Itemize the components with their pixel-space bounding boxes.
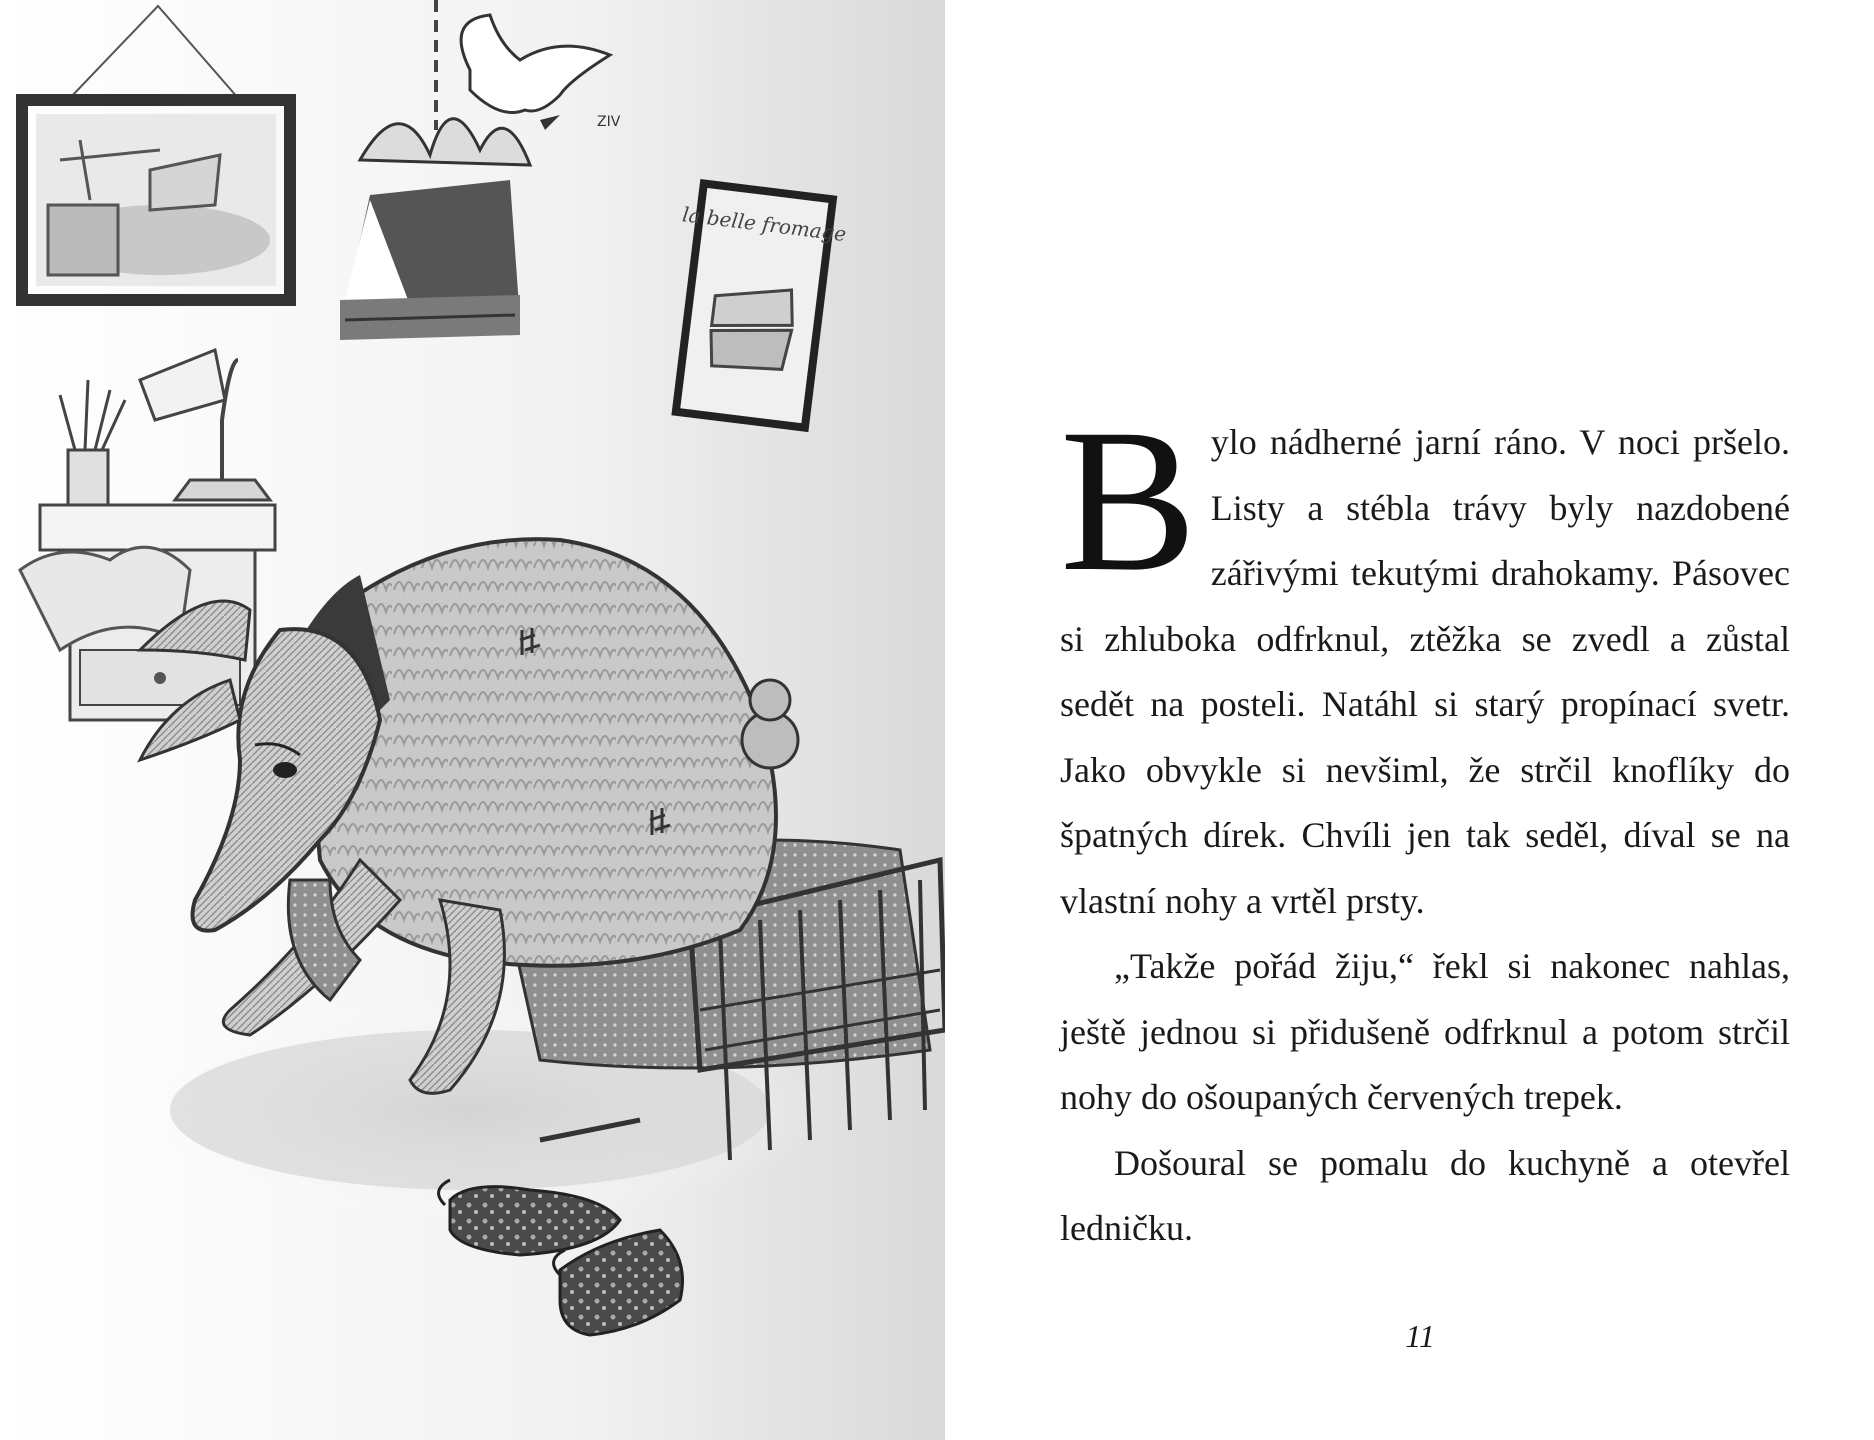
paragraph-2: „Takže pořád žiju,“ řekl si nakonec nahlas, ještě jednou si přidušeně odfrknul a potom strčil nohy do ošoupaných červených trepek. — [1060, 946, 1790, 1117]
paragraph-1-text: ylo nádherné jarní ráno. V noci pršelo. Listy a stébla trávy byly nazdobené zářivými tekutými drahokamy. Pásovec si zhluboka odfrknul, ztěžka se zvedl a zůstal sedět na posteli. Natáhl si starý propínací svetr. Jako obvykle si nevšiml, že strčil knoflíky do špatných dírek. Chvíli jen tak seděl, díval se na vlastní nohy a vrtěl prsty. — [1060, 422, 1790, 921]
dropcap-letter: B — [1060, 387, 1197, 614]
bird-sound-text: ZIV — [597, 114, 621, 130]
paragraph-3: Došoural se pomalu do kuchyně a otevřel ledničku. — [1060, 1142, 1790, 1248]
paragraph-1 — [1060, 387, 1790, 934]
page-number: 11 — [1405, 1318, 1435, 1354]
fromage-sign-text: la belle fromage — [681, 202, 848, 247]
text-page — [1060, 387, 1790, 1262]
